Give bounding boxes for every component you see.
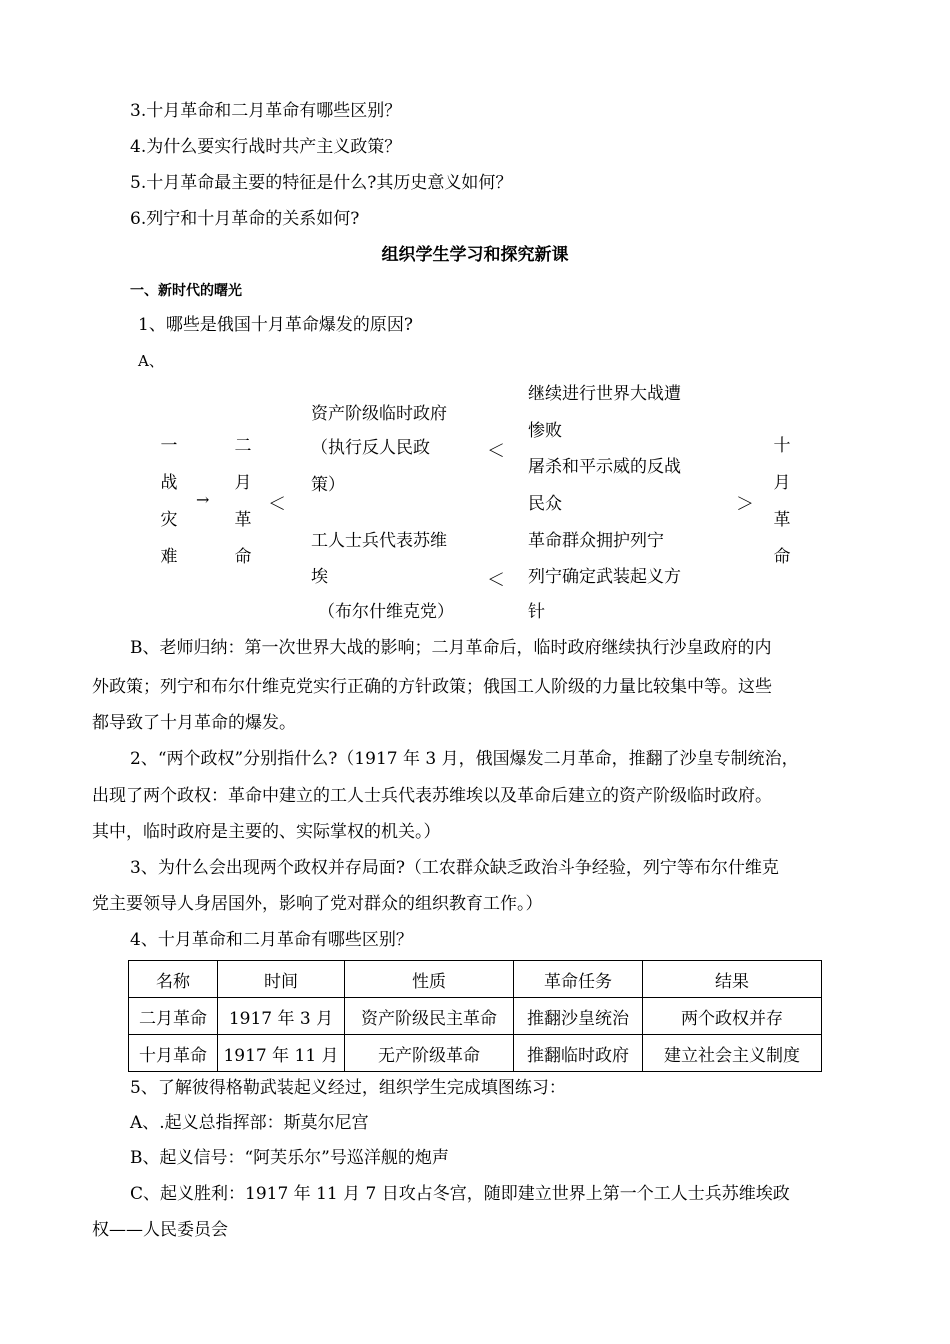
question-5: 5.十月革命最主要的特征是什么?其历史意义如何？ <box>130 173 513 193</box>
table-cell: 资产阶级民主革命 <box>345 998 514 1035</box>
table-cell: 无产阶级革命 <box>345 1035 514 1072</box>
table-header: 结果 <box>643 961 822 998</box>
diagram-col-oct: 十 月 革 命 <box>773 436 791 567</box>
top-reason-1: 继续进行世界大战遭 <box>528 384 681 404</box>
table-cell: 十月革命 <box>129 1035 218 1072</box>
table-row <box>129 998 822 1035</box>
q5-part-b: B、起义信号：“阿芙乐尔”号巡洋舰的炮声 <box>130 1148 449 1168</box>
part-a-label: A、 <box>138 352 164 370</box>
table-cell: 1917 年 11 月 <box>218 1035 345 1072</box>
top-box-line-3: 策） <box>311 475 345 495</box>
q2-line-3: 其中，临时政府是主要的、实际掌权的机关。） <box>92 822 441 842</box>
table-header: 革命任务 <box>514 961 643 998</box>
q5-part-c-line-2: 权——人民委员会 <box>92 1220 228 1240</box>
top-box-line-1: 资产阶级临时政府 <box>311 404 447 424</box>
table-cell: 二月革命 <box>129 998 218 1035</box>
bracket-lt-3: ＜ <box>487 570 505 591</box>
q2-line-2: 出现了两个政权：革命中建立的工人士兵代表苏维埃以及革命后建立的资产阶级临时政府。 <box>92 786 772 806</box>
table-header-row <box>129 961 822 998</box>
top-reason-3: 屠杀和平示威的反战 <box>528 457 681 477</box>
table-cell: 1917 年 3 月 <box>218 998 345 1035</box>
part-b-line-1: B、老师归纳：第一次世界大战的影响；二月革命后，临时政府继续执行沙皇政府的内 <box>130 638 772 658</box>
table-row <box>129 1035 822 1072</box>
top-reason-4: 民众 <box>528 494 562 514</box>
q5-title: 5、了解彼得格勒武装起义经过，组织学生完成填图练习： <box>130 1078 566 1098</box>
bottom-reason-2: 列宁确定武装起义方 <box>528 567 681 587</box>
table-cell: 推翻临时政府 <box>514 1035 643 1072</box>
question-4: 4.为什么要实行战时共产主义政策？ <box>130 137 402 157</box>
part-b-line-3: 都导致了十月革命的爆发。 <box>92 713 296 733</box>
bracket-lt-1: ＜ <box>268 494 286 515</box>
question-6: 6.列宁和十月革命的关系如何? <box>130 209 360 229</box>
table-cell: 建立社会主义制度 <box>643 1035 822 1072</box>
table-header: 时间 <box>218 961 345 998</box>
diagram-col-feb: 二 月 革 命 <box>234 436 252 567</box>
question-1: 1、哪些是俄国十月革命爆发的原因? <box>138 315 413 335</box>
question-3: 3.十月革命和二月革命有哪些区别？ <box>130 101 402 121</box>
bottom-reason-3: 针 <box>528 602 545 622</box>
part-b-line-2: 外政策；列宁和布尔什维克党实行正确的方针政策；俄国工人阶级的力量比较集中等。这些 <box>92 677 772 697</box>
q5-part-c-line-1: C、起义胜利：1917 年 11 月 7 日攻占冬宫，随即建立世界上第一个工人士兵苏维埃政 <box>130 1184 790 1204</box>
section-title-1: 一、新时代的曙光 <box>130 283 242 299</box>
q3-line-2: 党主要领导人身居国外，影响了党对群众的组织教育工作。） <box>92 894 543 914</box>
q2-line-1: 2、“两个政权”分别指什么?（1917 年 3 月，俄国爆发二月革命，推翻了沙皇专制统治， <box>130 749 799 769</box>
bottom-reason-1: 革命群众拥护列宁 <box>528 531 664 551</box>
comparison-table <box>128 960 822 1072</box>
top-box-line-2: （执行反人民政 <box>311 438 430 458</box>
table-header: 名称 <box>129 961 218 998</box>
table-header: 性质 <box>345 961 514 998</box>
bottom-box-line-3: （布尔什维克党） <box>318 602 454 622</box>
diagram-col-war: 一 战 灾 难 <box>160 436 178 567</box>
q3-line-1: 3、为什么会出现两个政权并存局面?（工农群众缺乏政治斗争经验，列宁等布尔什维克 <box>130 858 779 878</box>
bracket-lt-2: ＜ <box>487 441 505 462</box>
table-cell: 推翻沙皇统治 <box>514 998 643 1035</box>
arrow-right-icon: → <box>196 490 210 509</box>
bottom-box-line-1: 工人士兵代表苏维 <box>311 531 447 551</box>
q4-title: 4、十月革命和二月革命有哪些区别？ <box>130 930 413 950</box>
section-heading: 组织学生学习和探究新课 <box>381 245 569 265</box>
table-cell: 两个政权并存 <box>643 998 822 1035</box>
bottom-box-line-2: 埃 <box>311 567 328 587</box>
top-reason-2: 惨败 <box>528 421 562 441</box>
bracket-gt: ＞ <box>736 494 754 515</box>
q5-part-a: A、.起义总指挥部：斯莫尔尼宫 <box>130 1113 369 1133</box>
